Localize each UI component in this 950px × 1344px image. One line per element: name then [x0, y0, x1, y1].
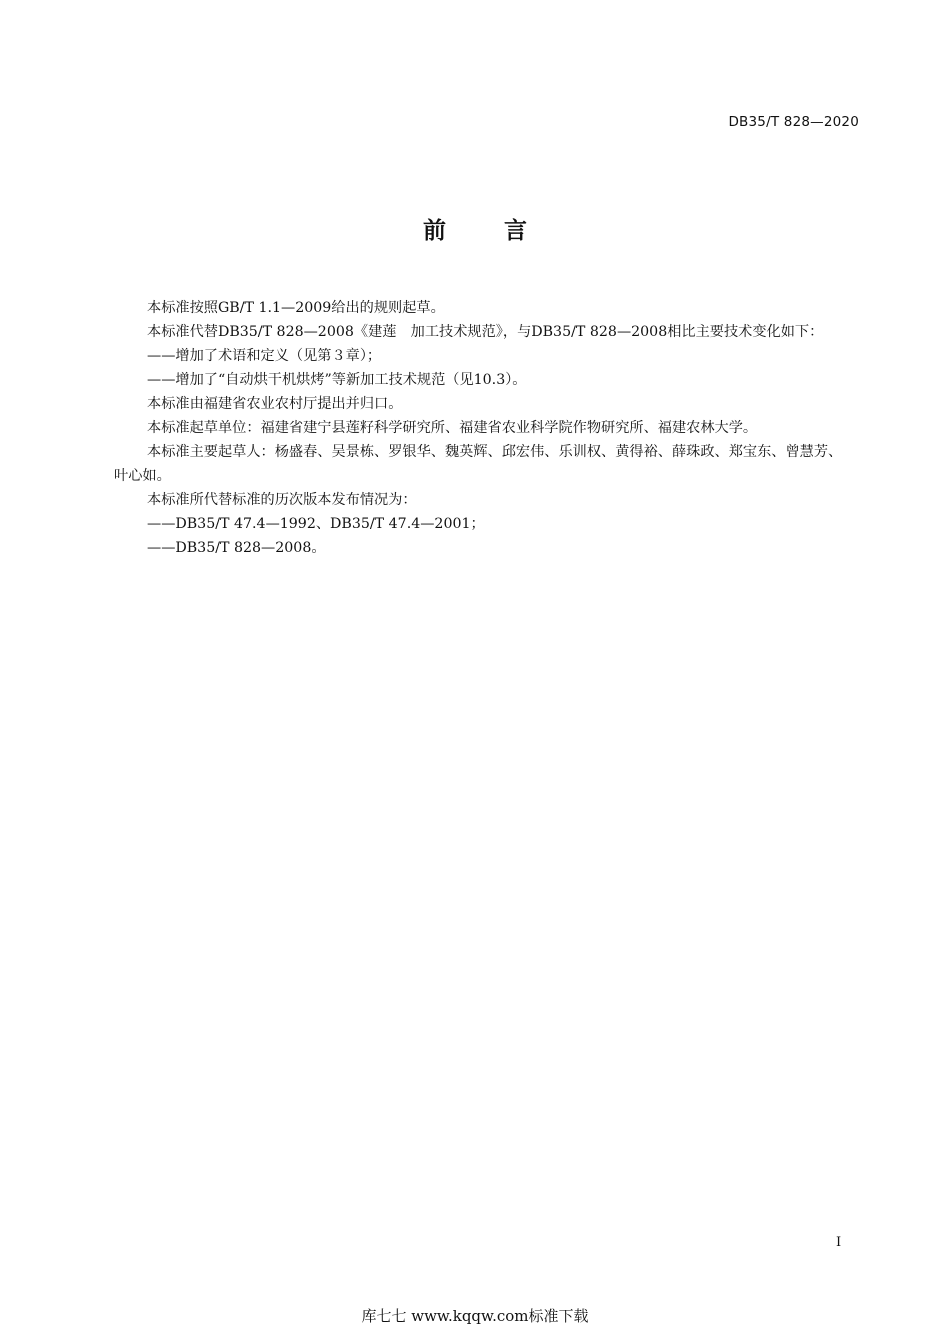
paragraph-replacement: 本标准代替DB35/T 828—2008《建莲 加工技术规范》，与DB35/T 828—2008相比主要技术变化如下： [147, 324, 824, 340]
document-code: DB35/T 828—2020 [728, 114, 859, 130]
paragraph-drafters: 本标准主要起草人：杨盛春、吴景栋、罗银华、魏英辉、邱宏伟、乐训权、黄得裕、薛珠政、郑宝东、曾慧芳、叶心如。 [114, 444, 843, 484]
paragraph-drafting-rules: 本标准按照GB/T 1.1—2009给出的规则起草。 [147, 300, 445, 316]
paragraph-history-2: ——DB35/T 828—2008。 [147, 540, 326, 556]
paragraph-drafting-units: 本标准起草单位：福建省建宁县莲籽科学研究所、福建省农业科学院作物研究所、福建农林大学。 [147, 420, 758, 436]
page-title: 前言 [423, 218, 585, 244]
paragraph-proposer: 本标准由福建省农业农村厅提出并归口。 [147, 396, 403, 412]
page-number: I [836, 1235, 842, 1250]
footer-watermark-text: 库七七 www.kqqw.com标准下载 [361, 1307, 589, 1325]
foreword-body [114, 296, 854, 560]
paragraph-history-1: ——DB35/T 47.4—1992、DB35/T 47.4—2001； [147, 516, 485, 532]
paragraph-history-intro: 本标准所代替标准的历次版本发布情况为： [147, 492, 417, 508]
paragraph-change-technology: ——增加了“自动烘干机烘烤”等新加工技术规范（见10.3）。 [147, 372, 527, 388]
paragraph-change-terms: ——增加了术语和定义（见第３章）； [147, 348, 382, 364]
